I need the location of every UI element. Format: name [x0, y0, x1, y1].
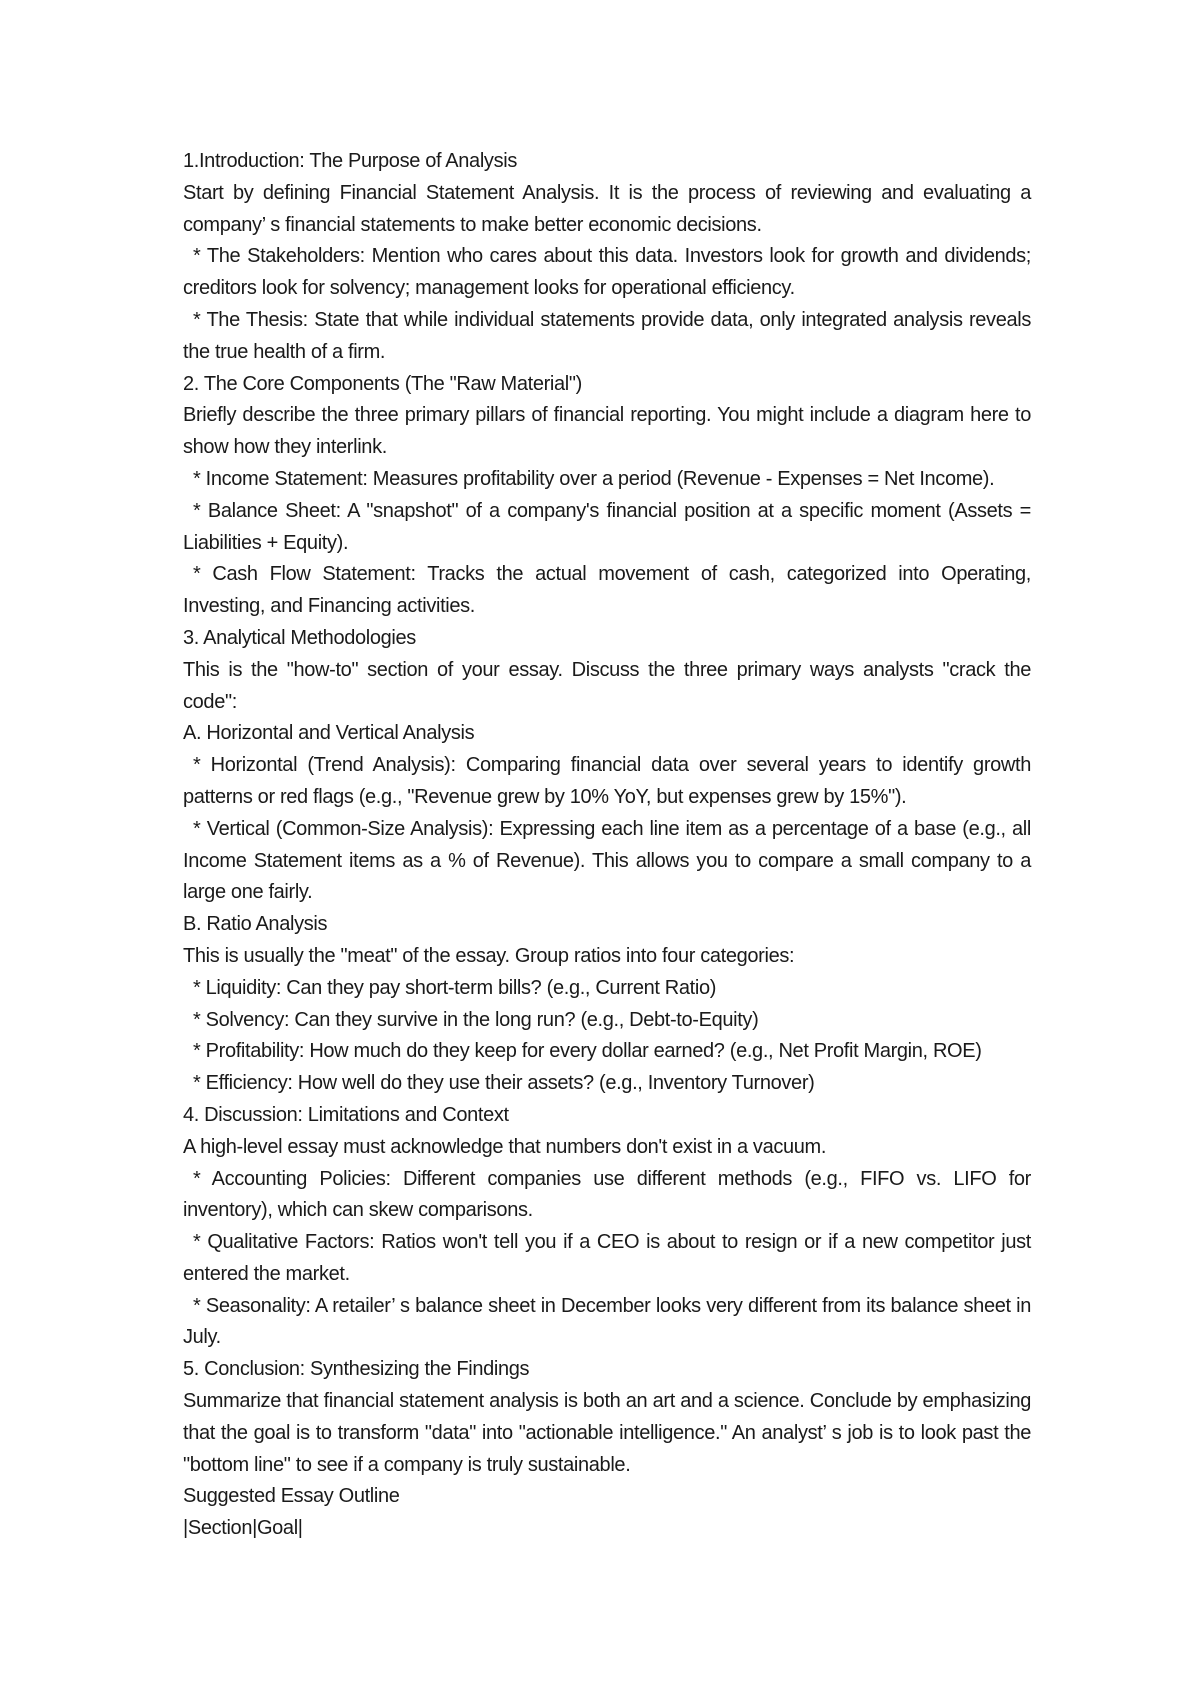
- bullet-item: * Accounting Policies: Different companies use different methods (e.g., FIFO vs. LIFO for inventory), which can skew comparisons.: [183, 1167, 1037, 1222]
- section-heading: 4. Discussion: Limitations and Context: [183, 1103, 509, 1126]
- bullet-item: * Income Statement: Measures profitability over a period (Revenue - Expenses = Net Income).: [193, 467, 995, 490]
- bullet-item: * The Thesis: State that while individual statements provide data, only integrated analysis reveals the true health of a firm.: [183, 308, 1037, 363]
- paragraph: Summarize that financial statement analysis is both an art and a science. Conclude by emphasizing that the goal is to transform "data" into "actionable intelligence." An analyst’ s job is to look past the "bottom line" to see if a company is truly sustainable.: [183, 1390, 1037, 1476]
- section-heading: 5. Conclusion: Synthesizing the Findings: [183, 1358, 530, 1381]
- bullet-item: * Profitability: How much do they keep for every dollar earned? (e.g., Net Profit Margin, ROE): [193, 1040, 982, 1063]
- bullet-item: * Balance Sheet: A "snapshot" of a company's financial position at a specific moment (Assets = Liabilities + Equity).: [183, 499, 1037, 554]
- outline-table-header: |Section|Goal|: [183, 1517, 303, 1540]
- section-heading: 1.Introduction: The Purpose of Analysis: [183, 150, 517, 172]
- subsection-heading: B. Ratio Analysis: [183, 913, 328, 936]
- bullet-item: * Efficiency: How well do they use their assets? (e.g., Inventory Turnover): [193, 1072, 815, 1095]
- bullet-item: * Seasonality: A retailer’ s balance sheet in December looks very different from its balance sheet in July.: [183, 1294, 1037, 1349]
- document-body: [183, 146, 1037, 1545]
- paragraph: Start by defining Financial Statement Analysis. It is the process of reviewing and evaluating a company’ s financial statements to make better economic decisions.: [183, 181, 1037, 236]
- bullet-item: * Cash Flow Statement: Tracks the actual movement of cash, categorized into Operating, Investing, and Financing activities.: [183, 563, 1037, 618]
- paragraph: This is the "how-to" section of your essay. Discuss the three primary ways analysts "crack the code":: [183, 658, 1037, 713]
- paragraph: Briefly describe the three primary pillars of financial reporting. You might include a diagram here to show how they interlink.: [183, 404, 1037, 459]
- section-heading: 3. Analytical Methodologies: [183, 626, 416, 649]
- section-heading: 2. The Core Components (The "Raw Material"): [183, 372, 582, 395]
- bullet-item: * Solvency: Can they survive in the long run? (e.g., Debt-to-Equity): [193, 1008, 759, 1031]
- outline-heading: Suggested Essay Outline: [183, 1485, 400, 1508]
- bullet-item: * Qualitative Factors: Ratios won't tell you if a CEO is about to resign or if a new competitor just entered the market.: [183, 1231, 1037, 1285]
- bullet-item: * Liquidity: Can they pay short-term bills? (e.g., Current Ratio): [193, 976, 717, 999]
- bullet-item: * Vertical (Common-Size Analysis): Expressing each line item as a percentage of a base (e.g., all Income Statement items as a % of Revenue). This allows you to compare a small company to a large one fairly.: [183, 817, 1037, 904]
- bullet-item: * Horizontal (Trend Analysis): Comparing financial data over several years to identify growth patterns or red flags (e.g., "Revenue grew by 10% YoY, but expenses grew by 15%").: [183, 754, 1037, 808]
- bullet-item: * The Stakeholders: Mention who cares about this data. Investors look for growth and dividends; creditors look for solvency; management looks for operational efficiency.: [183, 245, 1037, 300]
- paragraph: A high-level essay must acknowledge that numbers don't exist in a vacuum.: [183, 1135, 827, 1158]
- paragraph: This is usually the "meat" of the essay. Group ratios into four categories:: [183, 944, 795, 967]
- subsection-heading: A. Horizontal and Vertical Analysis: [183, 722, 475, 745]
